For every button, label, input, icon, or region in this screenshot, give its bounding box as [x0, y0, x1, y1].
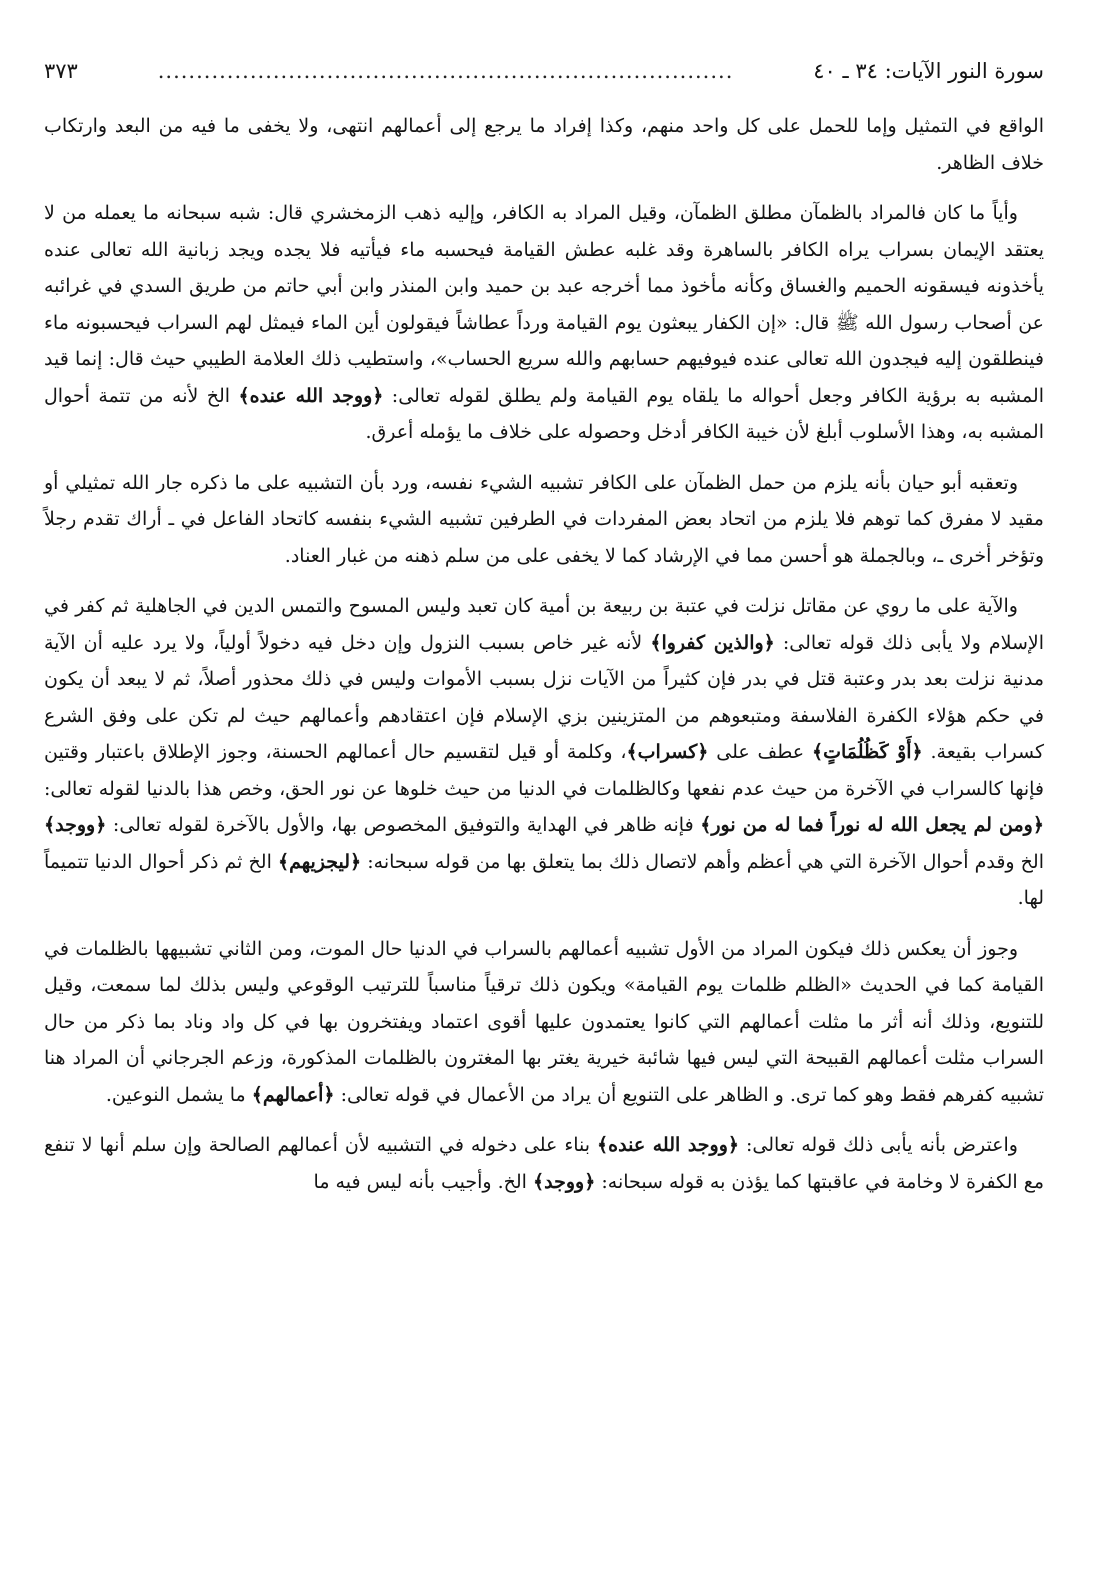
quran-quote: ﴿كسراب﴾	[626, 741, 709, 763]
quran-quote: ﴿ليجزيهم﴾	[277, 850, 362, 873]
quran-quote: ﴿أعمالهم﴾	[251, 1083, 335, 1106]
text-run: وتعقبه أبو حيان بأنه يلزم من حمل الظمآن على الكافر تشبيه الشيء نفسه، ورد بأن التشبيه على ما ذكره جار الله تمثيلي أو مقيد لا مفرق كما توهم فلا يلزم من اتحاد بعض المفردات في الطرفين تشبيه الشيء بنفسه كاتحاد الفاعل في ـ أراك تقدم رجلاً وتؤخر أخرى ـ، وبالجملة هو أحسن مما في الإرشاد كما لا يخفى على من سلم ذهنه من غبار العناد.	[44, 471, 1044, 567]
text-run: الخ ثم ذكر أحوال الدنيا تتميماً لها.	[44, 850, 1044, 909]
text-run: فإنه ظاهر في الهداية والتوفيق المخصوص بها، والأول بالآخرة لقوله تعالى:	[106, 814, 701, 836]
text-run: عطف على	[708, 741, 812, 763]
running-header	[44, 52, 1044, 90]
text-run: بناء على دخوله في التشبيه لأن أعمالهم الصالحة وإن سلم أنها لا تنفع مع الكفرة لا وخامة في عاقبتها كما يؤذن به قوله سبحانه:	[44, 1134, 1044, 1193]
quran-quote: ﴿والذين كفروا﴾	[650, 631, 775, 654]
text-run: الخ. وأجيب بأنه ليس فيه ما	[313, 1170, 533, 1193]
paragraph	[44, 465, 1044, 575]
text-run: الواقع في التمثيل وإما للحمل على كل واحد منهم، وكذا إفراد ما يرجع إلى أعمالهم انتهى، ولا يخفى ما فيه من البعد وارتكاب خلاف الظاهر.	[44, 115, 1044, 174]
quran-quote: ﴿ومن لم يجعل الله له نوراً فما له من نور﴾	[700, 814, 1044, 836]
page-number: ٣٧٣	[44, 59, 78, 83]
quran-quote: ﴿ووجد الله عنده﴾	[597, 1134, 740, 1156]
book-page	[44, 52, 1044, 1552]
text-run: وأياً ما كان فالمراد بالظمآن مطلق الظمآن، وقيل المراد به الكافر، وإليه ذهب الزمخشري قال: شبه سبحانه ما يعمله من لا يعتقد الإيمان بسراب يراه الكافر بالساهرة وقد غلبه عطش القيامة فيحسبه ماء فيأتيه فلا يجده ويجد زبانية الله تعالى عنده يأخذونه فيسقونه الحميم والغساق وكأنه مأخوذ مما أخرجه عبد بن حميد وابن المنذر وابن أبي حاتم من طريق السدي في غرائبه عن أصحاب رسول الله ﷺ قال: «إن الكفار يبعثون يوم القيامة ورداً عطاشاً فيقولون أين الماء فيمثل لهم السراب فيحسبونه ماء فينطلقون إليه فيجدون الله تعالى عنده فيوفيهم حسابهم والله سريع الحساب»، واستطيب ذلك العلامة الطيبي حيث قال: إنما قيد المشبه به برؤية الكافر وجعل أحواله ما يلقاه يوم القيامة ولم يطلق لقوله تعالى:	[44, 202, 1044, 407]
text-run: الخ وقدم أحوال الآخرة التي هي أعظم وأهم لاتصال ذلك بما يتعلق بها من قوله سبحانه:	[361, 850, 1044, 873]
quran-quote: ﴿ووجد﴾	[533, 1170, 596, 1193]
text-run: الخ لأنه من تتمة أحوال المشبه به، وهذا الأسلوب أبلغ لأن خيبة الكافر أدخل وحصوله على خلاف ما يؤمله أعرق.	[44, 384, 1044, 443]
text-run: والآية على ما روي عن مقاتل نزلت في عتبة بن ربيعة بن أمية كان تعبد وليس المسوح والتمس الدين في الجاهلية ثم كفر في الإسلام ولا يأبى ذلك قوله تعالى:	[44, 595, 1045, 654]
text-run: لأنه غير خاص بسبب النزول وإن دخل فيه دخولاً أولياً، ولا يرد عليه أن الآية مدنية نزلت بعد بدر وعتبة قتل في بدر فإن كثيراً من الآيات نزل بسبب الأموات وليس في ذلك محذور أصلاً، ثم لا يبعد أن يكون في حكم هؤلاء الكفرة الفلاسفة ومتبعوهم من المتزينين بزي الإسلام فإن اعتقادهم وأعمالهم حيث لم تكن على وفق الشرع كسراب بقيعة.	[44, 631, 1044, 763]
paragraph	[44, 108, 1044, 181]
text-run: ، وكلمة أو قيل لتقسيم حال أعمالهم الحسنة، وجوز الإطلاق باعتبار وقتين فإنها كالسراب في الآخرة من حيث عدم نفعها وكالظلمات في الدنيا من حيث خلوها عن نور الحق، وخص هذا بالدنيا لقوله تعالى:	[44, 741, 1044, 800]
body-text	[44, 108, 1044, 1200]
paragraph	[44, 588, 1044, 917]
paragraph	[44, 195, 1044, 451]
quran-quote: ﴿ووجد الله عنده﴾	[238, 384, 384, 407]
text-run: ما يشمل النوعين.	[105, 1083, 252, 1106]
paragraph	[44, 1127, 1044, 1200]
text-run: واعترض بأنه يأبى ذلك قوله تعالى:	[739, 1134, 1018, 1156]
leader-dots: ...........................................................................	[157, 59, 734, 83]
paragraph	[44, 931, 1044, 1114]
quran-quote: ﴿أَوْ كَظُلُمَاتٍ﴾	[811, 741, 923, 763]
text-run: وجوز أن يعكس ذلك فيكون المراد من الأول تشبيه أعمالهم بالسراب في الدنيا حال الموت، ومن الثاني تشبيهها بالظلمات في القيامة كما في الحديث «الظلم ظلمات يوم القيامة» ويكون ذلك ترقياً مناسباً للترتيب الوقوعي وليس بذلك لما سمعت، وقيل للتنويع، وذلك أنه أثر ما مثلت أعمالهم التي كانوا يعتمدون عليها أقوى اعتماد ويفتخرون بها في كل واد وناد بما ذكر من حال السراب مثلت أعمالهم القبيحة التي ليس فيها شائبة خيرية يغتر بها المغترون بالظلمات المذكورة، وزعم الجرجاني أن المراد هنا تشبيه كفرهم فقط وهو كما ترى. و الظاهر على التنويع أن يراد من الأعمال في قوله تعالى:	[44, 937, 1044, 1106]
surah-title: سورة النور الآيات: ٣٤ ـ ٤٠	[813, 59, 1044, 83]
quran-quote: ﴿ووجد﴾	[44, 814, 107, 836]
